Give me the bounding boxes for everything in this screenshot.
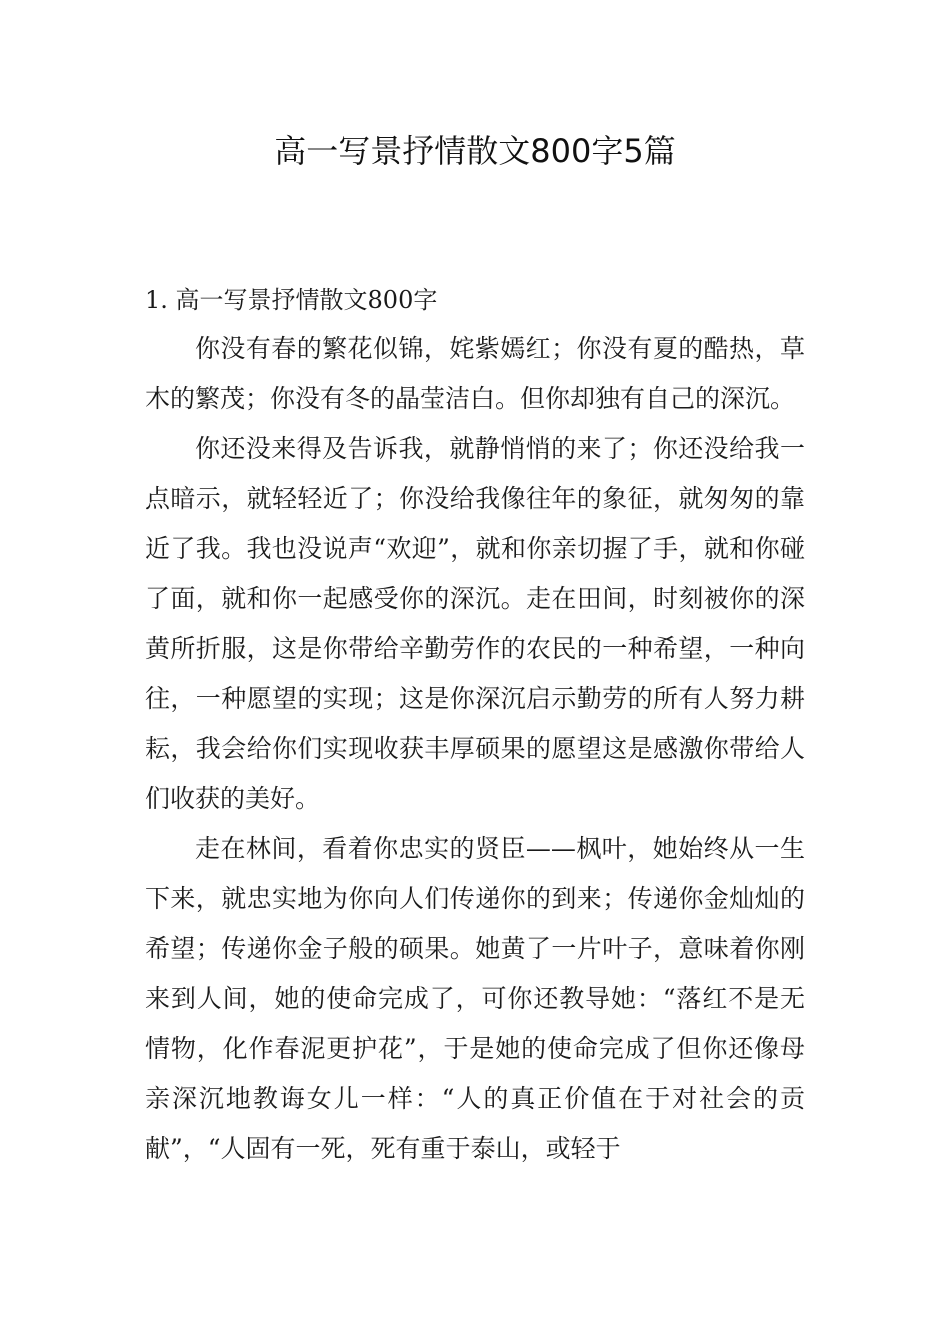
document-body [145,276,805,1174]
paragraph-1: 你没有春的繁花似锦，姹紫嫣红；你没有夏的酷热，草木的繁茂；你没有冬的晶莹洁白。但你却独有自己的深沉。 [145,334,805,413]
document-title: 高一写景抒情散文800字5篇 [274,132,676,170]
section-heading: 1. 高一写景抒情散文800字 [145,286,438,314]
paragraph-3: 走在林间，看着你忠实的贤臣——枫叶，她始终从一生下来，就忠实地为你向人们传递你的到来；传递你金灿灿的希望；传递你金子般的硕果。她黄了一片叶子，意味着你刚来到人间，她的使命完成了，可你还教导她：“落红不是无情物，化作春泥更护花”，于是她的使命完成了但你还像母亲深沉地教诲女儿一样：“人的真正价值在于对社会的贡献”，“人固有一死，死有重于泰山，或轻于 [145,834,805,1163]
paragraph-2: 你还没来得及告诉我，就静悄悄的来了；你还没给我一点暗示，就轻轻近了；你没给我像往年的象征，就匆匆的靠近了我。我也没说声“欢迎”，就和你亲切握了手，就和你碰了面，就和你一起感受你的深沉。走在田间，时刻被你的深黄所折服，这是你带给辛勤劳作的农民的一种希望，一种向往，一种愿望的实现；这是你深沉启示勤劳的所有人努力耕耘，我会给你们实现收获丰厚硕果的愿望这是感激你带给人们收获的美好。 [145,434,805,813]
